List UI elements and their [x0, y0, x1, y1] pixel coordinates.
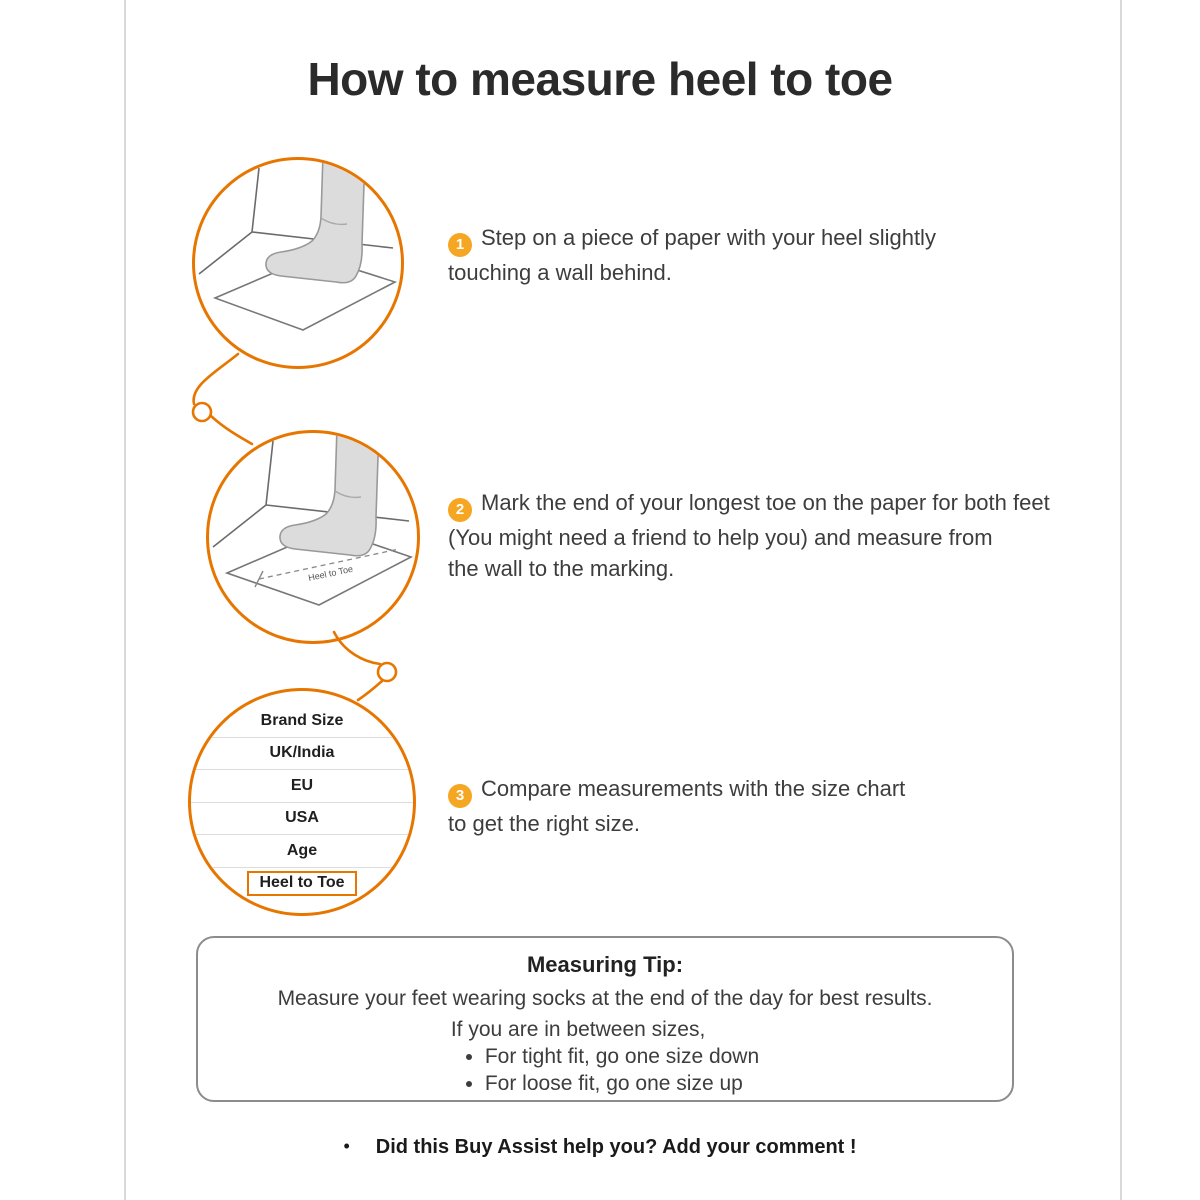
- tip-bullet-text: For tight fit, go one size down: [484, 1045, 760, 1068]
- heel-to-toe-highlight: Heel to Toe: [247, 871, 356, 896]
- size-chart-row-label: UK/India: [269, 744, 335, 762]
- size-chart-row-label: Brand Size: [260, 711, 344, 729]
- footer-note: [0, 1136, 1200, 1159]
- leg-and-foot: [266, 160, 365, 283]
- step-text: touching a wall behind.: [448, 259, 672, 285]
- page-title: How to measure heel to toe: [307, 53, 893, 105]
- step-2: [448, 487, 1050, 584]
- measuring-tip-box: [196, 936, 1014, 1102]
- measuring-tip-line2: If you are in between sizes,: [450, 1018, 706, 1041]
- step-1-number-badge: [448, 233, 472, 257]
- size-chart-circle: [188, 688, 416, 916]
- step-3-number-badge: [448, 784, 472, 808]
- step-2-number-badge: [448, 498, 472, 522]
- size-chart-row: [191, 738, 413, 771]
- step-1: [448, 222, 936, 288]
- bullet-dot: •: [343, 1136, 350, 1156]
- tip-bullet-text: For loose fit, go one size up: [484, 1072, 743, 1095]
- leg-and-foot: [280, 433, 379, 556]
- step-text: Step on a piece of paper with your heel slightly: [481, 225, 936, 250]
- page-right-border: [1120, 0, 1122, 1200]
- measuring-tip-sublist: [451, 1018, 759, 1096]
- step-3: [448, 773, 905, 839]
- tip-bullet-list: [459, 1045, 759, 1096]
- step-number: 1: [455, 236, 465, 253]
- tip-bullet-item: [485, 1072, 759, 1096]
- step-text: to get the right size.: [448, 810, 640, 836]
- size-chart-row: [191, 803, 413, 836]
- foot-measure-illustration: [209, 433, 417, 641]
- step-number: 2: [455, 501, 465, 518]
- size-chart: [191, 705, 413, 899]
- size-chart-row: [191, 835, 413, 868]
- size-chart-row: [191, 770, 413, 803]
- size-chart-row: [191, 705, 413, 738]
- illustration-circle-step2: [206, 430, 420, 644]
- size-chart-row-label: USA: [285, 809, 319, 827]
- illustration-circle-step1: [192, 157, 404, 369]
- size-chart-row-label: EU: [290, 776, 314, 794]
- page-left-border: [124, 0, 126, 1200]
- footer-text: Did this Buy Assist help you? Add your comment !: [375, 1136, 857, 1158]
- size-chart-row-highlighted: [191, 868, 413, 900]
- tip-bullet-item: [485, 1045, 759, 1069]
- foot-on-paper-illustration: [195, 160, 401, 366]
- step-text: the wall to the marking.: [448, 555, 675, 581]
- step-text: (You might need a friend to help you) and measure from: [448, 524, 993, 550]
- measuring-tip-heading: Measuring Tip:: [526, 952, 684, 977]
- step-text: Compare measurements with the size chart: [481, 776, 906, 801]
- step-number: 3: [455, 787, 465, 804]
- connector-swirl-1: [178, 352, 278, 450]
- measuring-tip-line1: Measure your feet wearing socks at the end of the day for best results.: [277, 987, 933, 1010]
- step-text: Mark the end of your longest toe on the paper for both feet: [481, 490, 1050, 515]
- size-chart-row-label: Age: [286, 841, 318, 859]
- measure-label: Heel to Toe: [307, 563, 354, 583]
